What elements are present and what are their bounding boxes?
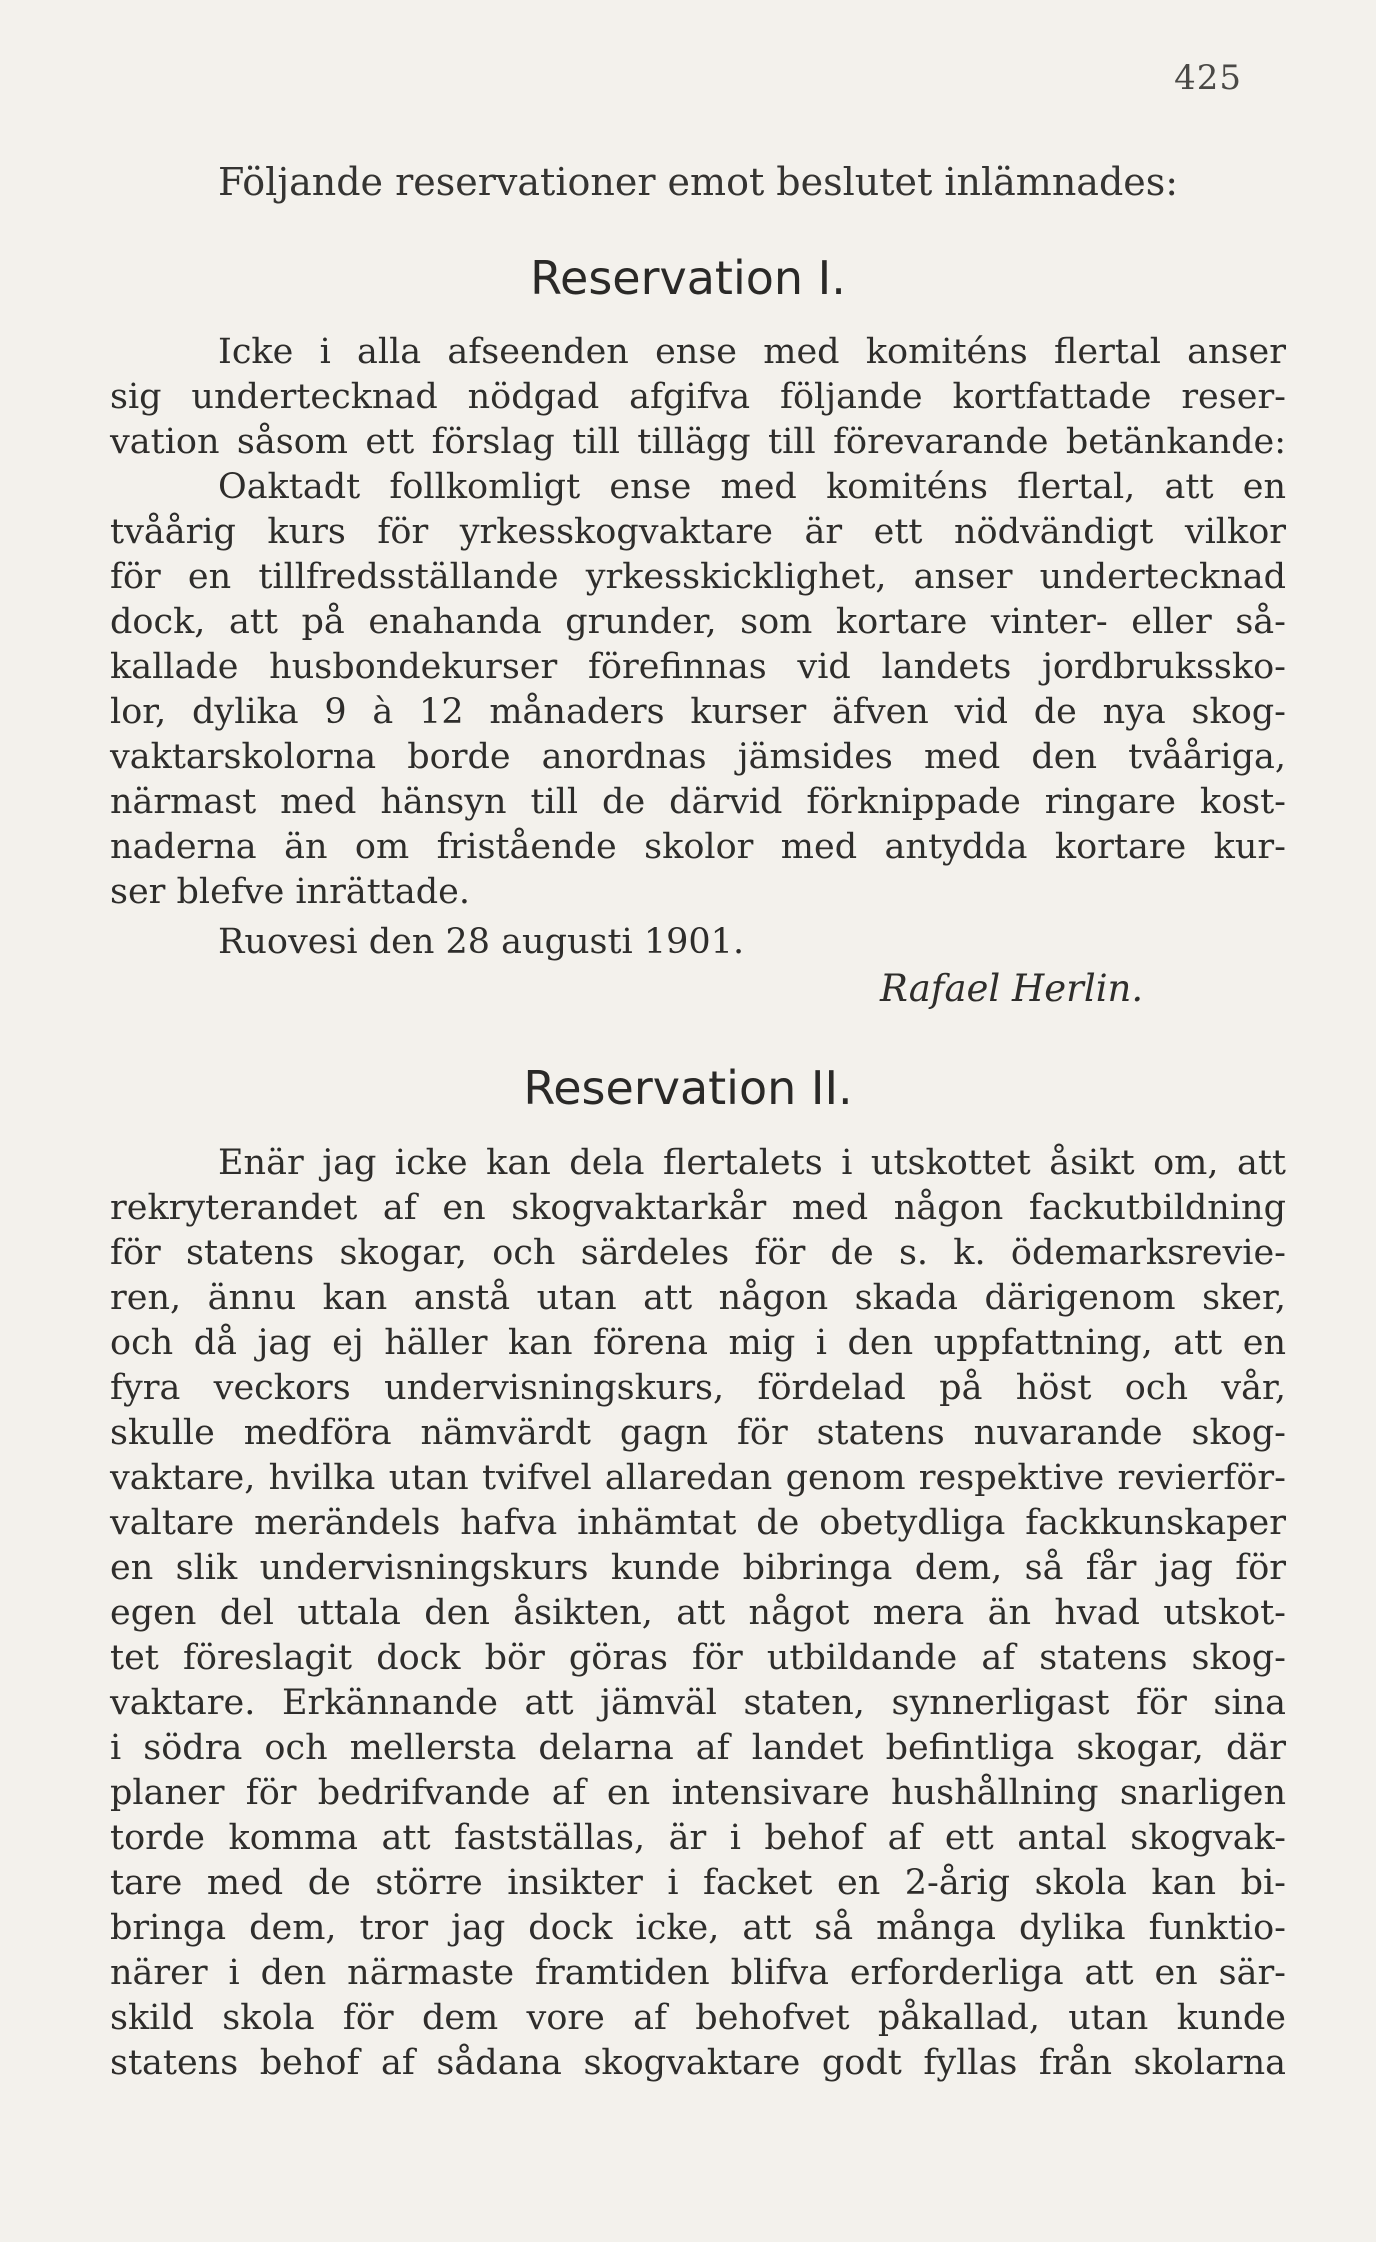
reservation-2-line: torde komma att fastställas, är i behof af ett antal skogvak- — [110, 1818, 1286, 1858]
reservation-2-line: bringa dem, tror jag dock icke, att så många dylika funktio- — [110, 1908, 1286, 1948]
reservation-2-line: och då jag ej häller kan förena mig i den uppfattning, att en — [110, 1323, 1286, 1363]
reservation-2-line: planer för bedrifvande af en intensivare hushållning snarligen — [110, 1773, 1286, 1813]
reservation-1-line: vaktarskolorna borde anordnas jämsides med den tvååriga, — [110, 737, 1286, 777]
reservation-1-place-date: Ruovesi den 28 augusti 1901. — [218, 922, 745, 962]
reservation-2-line: tet föreslagit dock bör göras för utbildande af statens skog- — [110, 1638, 1286, 1678]
reservation-2-line: rekryterandet af en skogvaktarkår med någon fackutbildning — [110, 1188, 1286, 1228]
reservation-1-line: lor, dylika 9 à 12 månaders kurser äfven vid de nya skog- — [110, 692, 1286, 732]
reservation-1-line: Oaktadt follkomligt ense med komiténs flertal, att en — [218, 467, 1286, 507]
reservation-1-line: ser blefve inrättade. — [110, 872, 470, 912]
reservation-1-line: närmast med hänsyn till de därvid förknippade ringare kost- — [110, 782, 1286, 822]
reservation-2-line: tare med de större insikter i facket en 2-årig skola kan bi- — [110, 1863, 1286, 1903]
reservation-2-line: vaktare. Erkännande att jämväl staten, synnerligast för sina — [110, 1683, 1286, 1723]
reservation-2-line: statens behof af sådana skogvaktare godt fyllas från skolarna — [110, 2043, 1286, 2083]
reservation-2-line: skild skola för dem vore af behofvet påkallad, utan kunde — [110, 1998, 1286, 2038]
reservation-2-line: en slik undervisningskurs kunde bibringa dem, så får jag för — [110, 1548, 1286, 1588]
reservation-1-line: sig undertecknad nödgad afgifva följande kortfattade reser- — [110, 377, 1286, 417]
reservation-2-line: Enär jag icke kan dela flertalets i utskottet åsikt om, att — [218, 1143, 1286, 1183]
reservation-2-line: fyra veckors undervisningskurs, fördelad på höst och vår, — [110, 1368, 1286, 1408]
reservation-1-line: Icke i alla afseenden ense med komiténs flertal anser — [218, 332, 1286, 372]
reservation-1-heading: Reservation I. — [530, 251, 846, 305]
reservation-1-line: för en tillfredsställande yrkesskicklighet, anser undertecknad — [110, 557, 1286, 597]
reservation-2-line: skulle medföra nämvärdt gagn för statens nuvarande skog- — [110, 1413, 1286, 1453]
reservation-2-line: egen del uttala den åsikten, att något mera än hvad utskot- — [110, 1593, 1286, 1633]
reservation-1-line: naderna än om fristående skolor med antydda kortare kur- — [110, 827, 1286, 867]
page-number: 425 — [1174, 58, 1242, 98]
reservation-2-line: vaktare, hvilka utan tvifvel allaredan genom respektive revierför- — [110, 1458, 1286, 1498]
reservation-1-signature: Rafael Herlin. — [880, 967, 1144, 1010]
reservation-2-heading: Reservation II. — [523, 1061, 853, 1115]
reservation-1-line: dock, att på enahanda grunder, som kortare vinter- eller så- — [110, 602, 1286, 642]
reservation-1-line: vation såsom ett förslag till tillägg till förevarande betänkande: — [110, 422, 1286, 462]
reservation-2-line: för statens skogar, och särdeles för de s. k. ödemarksrevie- — [110, 1233, 1286, 1273]
intro-text: Följande reservationer emot beslutet inlämnades: — [218, 160, 1179, 204]
reservation-2-line: i södra och mellersta delarna af landet befintliga skogar, där — [110, 1728, 1286, 1768]
reservation-2-line: ren, ännu kan anstå utan att någon skada därigenom sker, — [110, 1278, 1286, 1318]
reservation-2-line: valtare merändels hafva inhämtat de obetydliga fackkunskaper — [110, 1503, 1286, 1543]
reservation-1-line: kallade husbondekurser förefinnas vid landets jordbruksskо- — [110, 647, 1286, 687]
reservation-2-line: närer i den närmaste framtiden blifva erforderliga att en sär- — [110, 1953, 1286, 1993]
reservation-1-line: tvåårig kurs för yrkesskogvaktare är ett nödvändigt vilkor — [110, 512, 1286, 552]
